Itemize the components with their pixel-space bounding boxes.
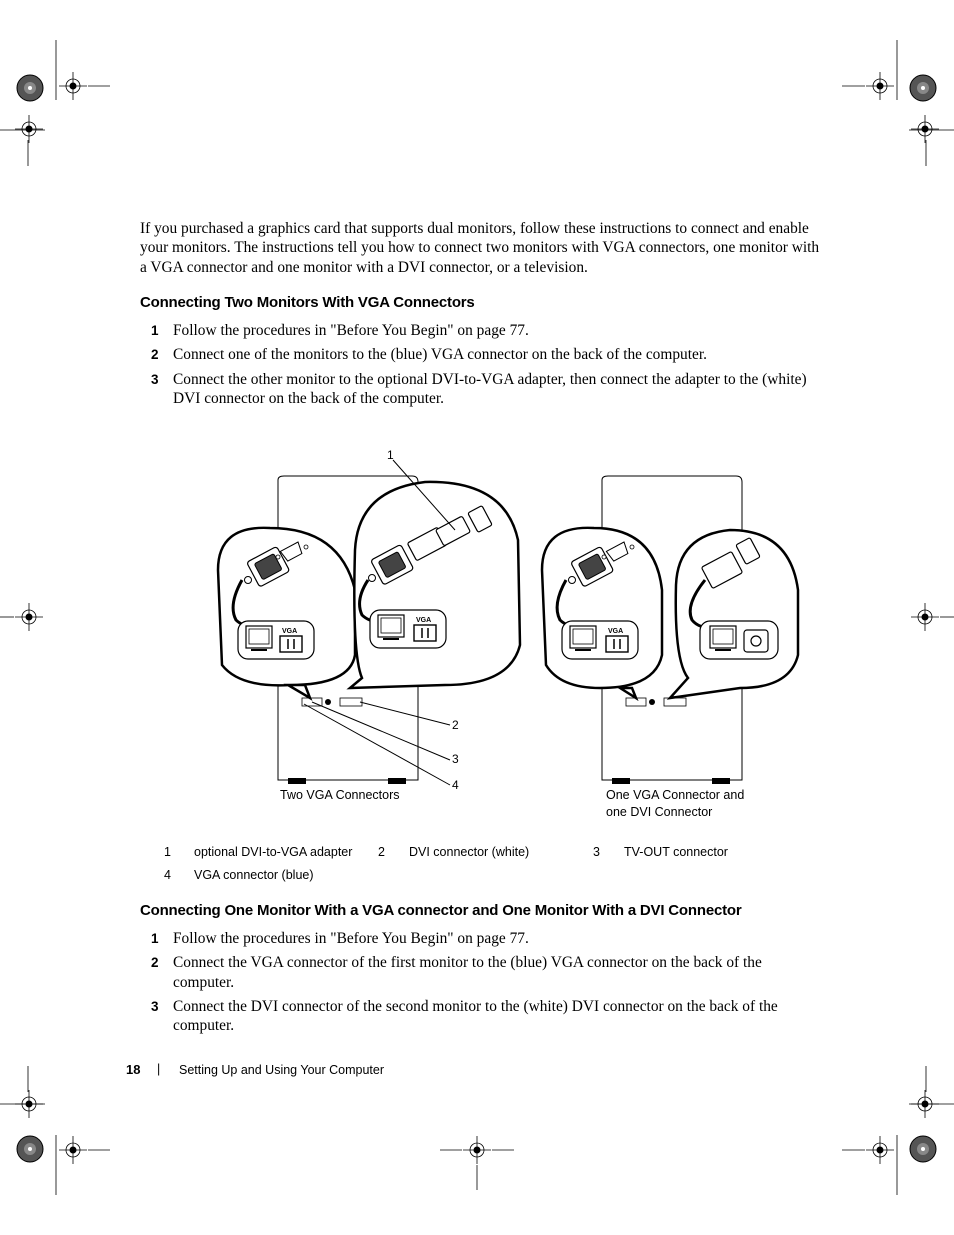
step-text: Connect the VGA connector of the first monitor to the (blue) VGA connector on the back of the computer.	[173, 954, 762, 991]
step-number: 3	[151, 998, 159, 1014]
step-number: 3	[151, 371, 159, 387]
step-item	[140, 953, 820, 992]
footer-section-title: Setting Up and Using Your Computer	[179, 1063, 384, 1077]
callout-3: 3	[452, 752, 459, 766]
step-number: 2	[151, 955, 159, 971]
legend-num: 1	[164, 845, 171, 859]
step-number: 1	[151, 931, 159, 946]
page-number: 18	[126, 1062, 141, 1077]
step-item	[140, 345, 820, 364]
vga-label: VGA	[282, 628, 298, 635]
step-text: Follow the procedures in "Before You Begin" on page 77.	[173, 322, 529, 339]
section-heading-vga-dvi: Connecting One Monitor With a VGA connector and One Monitor With a DVI Connector	[140, 902, 742, 919]
legend-label: TV-OUT connector	[624, 845, 728, 859]
caption-vga-dvi	[606, 787, 744, 821]
steps-list-two-vga	[140, 321, 820, 408]
step-item	[140, 997, 820, 1036]
vga-label: VGA	[608, 628, 624, 635]
legend-label: VGA connector (blue)	[194, 868, 314, 882]
caption-line: One VGA Connector and	[606, 788, 745, 802]
step-item	[140, 321, 820, 340]
caption-line: one DVI Connector	[606, 805, 713, 819]
legend-num: 4	[164, 868, 171, 882]
step-number: 1	[151, 323, 159, 338]
step-text: Connect the other monitor to the optional DVI-to-VGA adapter, then connect the adapter to the (white) DVI connector on the back of the computer.	[173, 370, 807, 407]
legend-num: 2	[378, 845, 385, 859]
callout-1: 1	[387, 448, 394, 462]
caption-two-vga: Two VGA Connectors	[280, 788, 400, 802]
step-text: Connect one of the monitors to the (blue) VGA connector on the back of the computer.	[173, 346, 707, 364]
vga-label: VGA	[416, 617, 432, 624]
step-text: Connect the DVI connector of the second monitor to the (white) DVI connector on the back of the computer.	[173, 997, 778, 1035]
callout-2: 2	[452, 718, 459, 732]
step-number: 2	[151, 347, 159, 363]
legend-label: DVI connector (white)	[409, 845, 530, 859]
step-text: Follow the procedures in "Before You Begin" on page 77.	[173, 930, 529, 947]
step-item	[140, 929, 820, 948]
legend-label: optional DVI-to-VGA adapter	[194, 845, 353, 859]
connector-illustration	[200, 440, 820, 800]
steps-list-vga-dvi	[140, 929, 820, 1035]
callout-4: 4	[452, 778, 459, 792]
footer-separator: |	[157, 1062, 161, 1076]
section-heading-two-vga: Connecting Two Monitors With VGA Connectors	[140, 294, 475, 311]
step-item	[140, 370, 820, 409]
intro-paragraph: If you purchased a graphics card that supports dual monitors, follow these instructions to connect and enable your monitors. The instructions tell you how to connect two monitors with VGA connectors, one monitor with a VGA connector and one monitor with a DVI connector, or a television.	[140, 220, 820, 276]
legend-num: 3	[593, 845, 600, 859]
